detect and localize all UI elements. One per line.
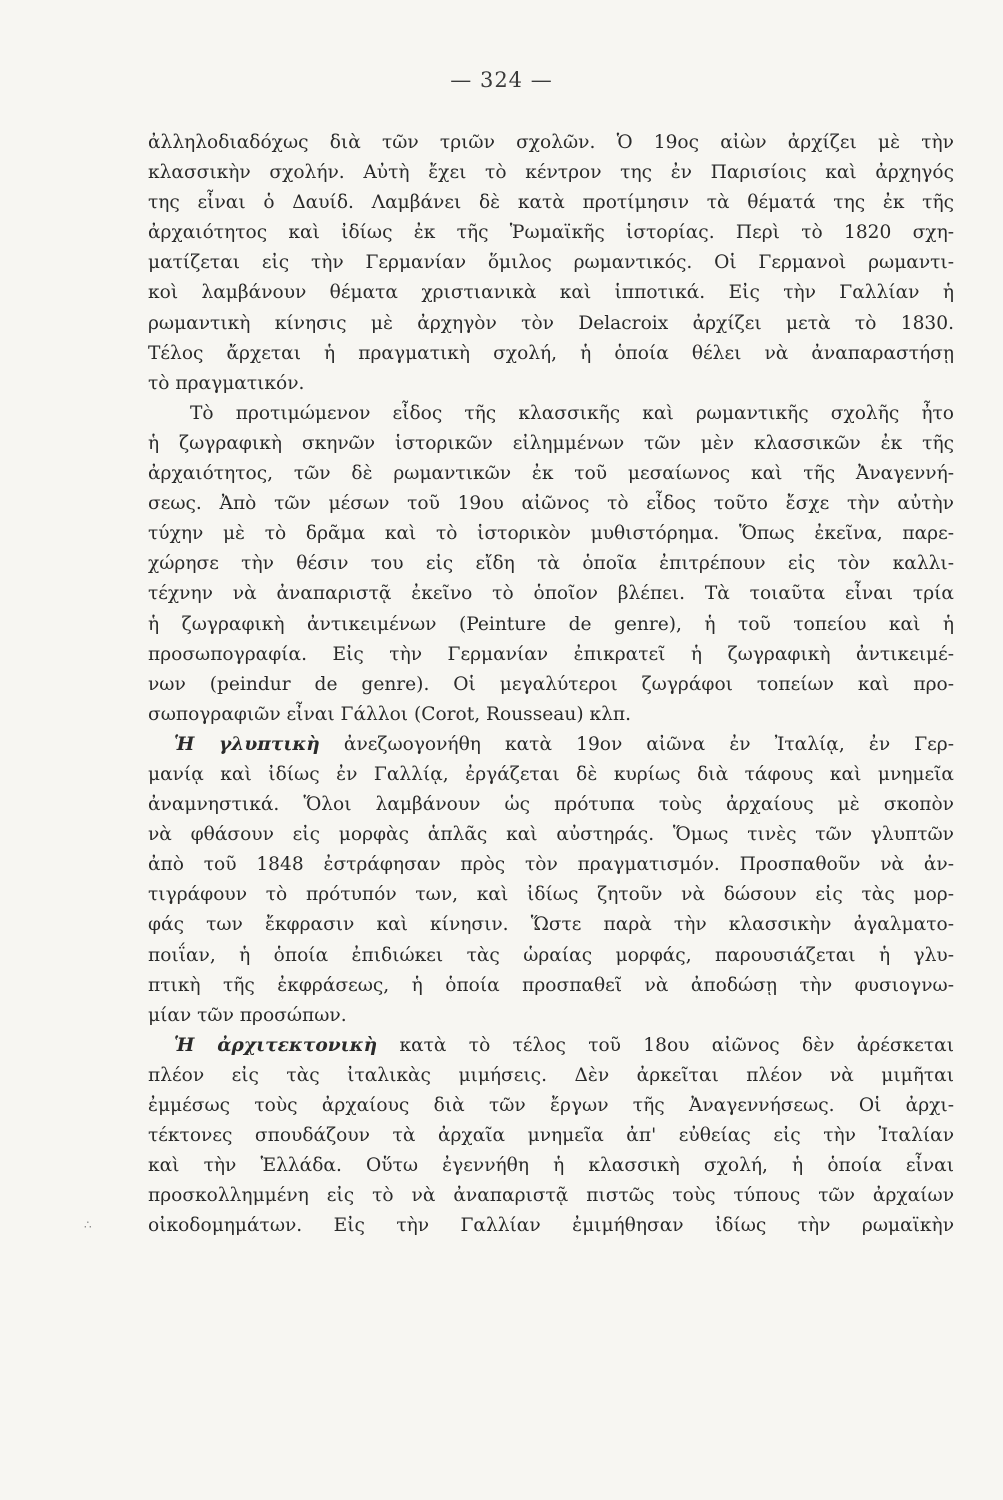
text-line: Τὸ προτιμώμενον εἶδος τῆς κλασσικῆς καὶ ρωμαντικῆς σχολῆς ἦτο	[190, 402, 954, 424]
margin-mark: ∴	[84, 1218, 92, 1232]
text-line: ἀπὸ τοῦ 1848 ἐστράφησαν πρὸς τὸν πραγματισμόν. Προσπαθοῦν νὰ ἀν-	[148, 854, 954, 876]
text-line: τέκτονες σπουδάζουν τὰ ἀρχαῖα μνημεῖα ἀπ' εὐθείας εἰς τὴν Ἰταλίαν	[148, 1125, 954, 1147]
body-text	[148, 128, 954, 1241]
text-line: φάς των ἔκφρασιν καὶ κίνησιν. Ὥστε παρὰ τὴν κλασσικὴν ἀγαλματο-	[148, 914, 954, 936]
text-line: οἰκοδομημάτων. Εἰς τὴν Γαλλίαν ἐμιμήθησαν ἰδίως τὴν ρωμαϊκὴν	[148, 1215, 954, 1237]
text-line: μανίᾳ καὶ ἰδίως ἐν Γαλλίᾳ, ἐργάζεται δὲ κυρίως διὰ τάφους καὶ μνημεῖα	[148, 763, 954, 785]
text-line: τιγράφουν τὸ πρότυπόν των, καὶ ἰδίως ζητοῦν νὰ δώσουν εἰς τὰς μορ-	[148, 884, 954, 906]
text-line-rest: ἀνεζωογονήθη κατὰ 19ον αἰῶνα ἐν Ἰταλίᾳ, ἐν Γερ-	[319, 733, 954, 755]
text-line: κοὶ λαμβάνουν θέματα χριστιανικὰ καὶ ἱπποτικά. Εἰς τὴν Γαλλίαν ἡ	[148, 282, 954, 304]
text-line: τέχνην νὰ ἀναπαριστᾷ ἐκεῖνο τὸ ὁποῖον βλέπει. Τὰ τοιαῦτα εἶναι τρία	[148, 583, 954, 605]
text-line: κλασσικὴν σχολήν. Αὐτὴ ἔχει τὸ κέντρον της ἐν Παρισίοις καὶ ἀρχηγός	[148, 162, 954, 184]
text-line: ματίζεται εἰς τὴν Γερμανίαν ὅμιλος ρωμαντικός. Οἱ Γερμανοὶ ρωμαντι-	[148, 252, 954, 274]
text-line: προσωπογραφία. Εἰς τὴν Γερμανίαν ἐπικρατεῖ ἡ ζωγραφικὴ ἀντικειμέ-	[148, 643, 954, 665]
text-line: ἀναμνηστικά. Ὅλοι λαμβάνουν ὡς πρότυπα τοὺς ἀρχαίους μὲ σκοπὸν	[148, 794, 954, 816]
text-line: Τέλος ἄρχεται ἡ πραγματικὴ σχολή, ἡ ὁποία θέλει νὰ ἀναπαραστήσῃ	[148, 342, 954, 364]
text-line: ἀρχαιότητος καὶ ἰδίως ἐκ τῆς Ῥωμαϊκῆς ἱστορίας. Περὶ τὸ 1820 σχη-	[148, 222, 954, 244]
text-line-with-heading	[148, 730, 954, 760]
text-line-rest: κατὰ τὸ τέλος τοῦ 18ου αἰῶνος δὲν ἀρέσκεται	[377, 1034, 954, 1056]
text-line-with-heading	[148, 1031, 954, 1061]
text-line: νὰ φθάσουν εἰς μορφὰς ἁπλᾶς καὶ αὐστηράς. Ὅμως τινὲς τῶν γλυπτῶν	[148, 824, 954, 846]
text-line: ἐμμέσως τοὺς ἀρχαίους διὰ τῶν ἔργων τῆς Ἀναγεννήσεως. Οἱ ἀρχι-	[148, 1095, 954, 1116]
section-heading-sculpture: Ἡ γλυπτικὴ	[174, 733, 320, 755]
text-line: χώρησε τὴν θέσιν του εἰς εἴδη τὰ ὁποῖα ἐπιτρέπουν εἰς τὸν καλλι-	[148, 553, 954, 575]
text-line: μίαν τῶν προσώπων.	[148, 1004, 347, 1026]
text-line: ἡ ζωγραφικὴ σκηνῶν ἱστορικῶν εἰλημμένων τῶν μὲν κλασσικῶν ἐκ τῆς	[148, 432, 954, 454]
text-line: ρωμαντικὴ κίνησις μὲ ἀρχηγὸν τὸν Delacroix ἀρχίζει μετὰ τὸ 1830.	[148, 312, 954, 334]
text-line: σεως. Ἀπὸ τῶν μέσων τοῦ 19ου αἰῶνος τὸ εἶδος τοῦτο ἔσχε τὴν αὐτὴν	[148, 493, 954, 515]
text-line: της εἶναι ὁ Δαυίδ. Λαμβάνει δὲ κατὰ προτίμησιν τὰ θέματά της ἐκ τῆς	[148, 192, 954, 214]
text-line: καὶ τὴν Ἑλλάδα. Οὕτω ἐγεννήθη ἡ κλασσικὴ σχολή, ἡ ὁποία εἶναι	[148, 1155, 954, 1177]
text-line: τύχην μὲ τὸ δρᾶμα καὶ τὸ ἱστορικὸν μυθιστόρημα. Ὅπως ἐκεῖνα, παρε-	[148, 523, 954, 545]
section-heading-architecture: Ἡ ἀρχιτεκτονικὴ	[174, 1034, 378, 1056]
text-line: πτικὴ τῆς ἐκφράσεως, ἡ ὁποία προσπαθεῖ νὰ ἀποδώσῃ τὴν φυσιογνω-	[148, 974, 954, 996]
page-number: — 324 —	[450, 68, 553, 92]
text-line: τὸ πραγματικόν.	[148, 372, 305, 394]
text-line: ἀρχαιότητος, τῶν δὲ ρωμαντικῶν ἐκ τοῦ μεσαίωνος καὶ τῆς Ἀναγεννή-	[148, 463, 954, 485]
text-line: προσκολλημμένη εἰς τὸ νὰ ἀναπαριστᾷ πιστῶς τοὺς τύπους τῶν ἀρχαίων	[148, 1185, 954, 1207]
text-line: πλέον εἰς τὰς ἰταλικὰς μιμήσεις. Δὲν ἀρκεῖται πλέον νὰ μιμῆται	[148, 1064, 954, 1086]
text-line: ἀλληλοδιαδόχως διὰ τῶν τριῶν σχολῶν. Ὁ 19ος αἰὼν ἀρχίζει μὲ τὴν	[148, 132, 954, 153]
text-line: σωπογραφιῶν εἶναι Γάλλοι (Corot, Rousseau) κλπ.	[148, 703, 632, 725]
text-line: νων (peindur de genre). Οἱ μεγαλύτεροι ζωγράφοι τοπείων καὶ προ-	[148, 673, 954, 695]
text-line: ποιΐαν, ἡ ὁποία ἐπιδιώκει τὰς ὡραίας μορφάς, παρουσιάζεται ἡ γλυ-	[148, 944, 954, 966]
text-line: ἡ ζωγραφικὴ ἀντικειμένων (Peinture de genre), ἡ τοῦ τοπείου καὶ ἡ	[148, 613, 954, 635]
